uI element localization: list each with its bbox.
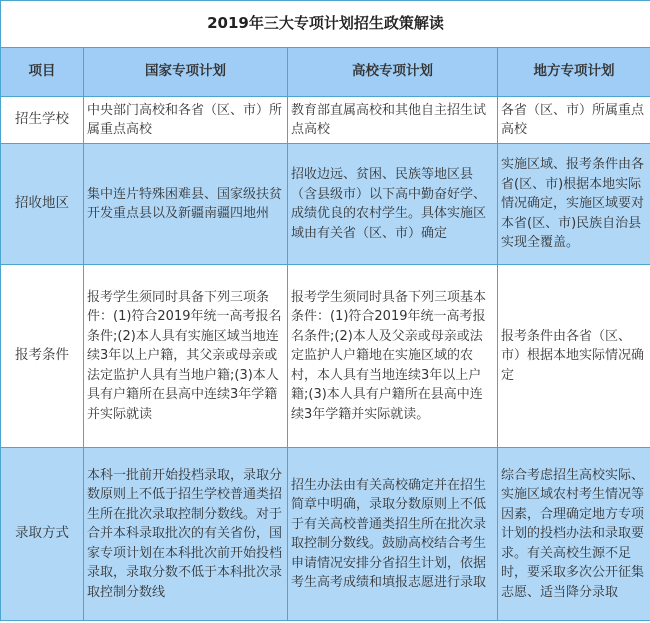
cell-national: 中央部门高校和各省（区、市）所属重点高校 — [84, 97, 288, 144]
header-university: 高校专项计划 — [288, 48, 498, 97]
cell-local: 报考条件由各省（区、市）根据本地实际情况确定 — [498, 265, 650, 448]
table-title: 2019年三大专项计划招生政策解读 — [1, 1, 650, 48]
row-label: 招收地区 — [1, 144, 84, 265]
cell-local: 各省（区、市）所属重点高校 — [498, 97, 650, 144]
cell-university: 招生办法由有关高校确定并在招生简章中明确，录取分数原则上不低于有关高校普通类招生所在批次录取控制分数线。鼓励高校结合考生申请情况安排分省招生计划，依据考生高考成绩和填报志愿进行录取 — [288, 448, 498, 621]
table-row — [1, 97, 650, 144]
row-label: 报考条件 — [1, 265, 84, 448]
header-row — [1, 48, 650, 97]
table-row — [1, 144, 650, 265]
cell-university: 报考学生须同时具备下列三项基本条件：(1)符合2019年统一高考报名条件;(2)本人及父亲或母亲或法定监护人户籍地在实施区域的农村，本人具有当地连续3年以上户籍;(3)本人具有户籍所在县高中连续3年学籍并实际就读。 — [288, 265, 498, 448]
table-row — [1, 448, 650, 621]
row-label: 录取方式 — [1, 448, 84, 621]
table-row — [1, 265, 650, 448]
cell-national: 集中连片特殊困难县、国家级扶贫开发重点县以及新疆南疆四地州 — [84, 144, 288, 265]
row-label: 招生学校 — [1, 97, 84, 144]
header-national: 国家专项计划 — [84, 48, 288, 97]
cell-university: 招收边远、贫困、民族等地区县（含县级市）以下高中勤奋好学、成绩优良的农村学生。具体实施区域由有关省（区、市）确定 — [288, 144, 498, 265]
cell-university: 教育部直属高校和其他自主招生试点高校 — [288, 97, 498, 144]
cell-local: 综合考虑招生高校实际、实施区域农村考生情况等因素，合理确定地方专项计划的投档办法和录取要求。有关高校生源不足时，要采取多次公开征集志愿、适当降分录取 — [498, 448, 650, 621]
cell-national: 本科一批前开始投档录取，录取分数原则上不低于招生学校普通类招生所在批次录取控制分数线。对于合并本科录取批次的有关省份，国家专项计划在本科批次前开始投档录取，录取分数不低于本科批次录取控制分数线 — [84, 448, 288, 621]
header-item: 项目 — [1, 48, 84, 97]
cell-national: 报考学生须同时具备下列三项条件：(1)符合2019年统一高考报名条件;(2)本人具有实施区域当地连续3年以上户籍，其父亲或母亲或法定监护人具有当地户籍;(3)本人具有户籍所在县高中连续3年学籍并实际就读 — [84, 265, 288, 448]
header-local: 地方专项计划 — [498, 48, 650, 97]
cell-local: 实施区域、报考条件由各省(区、市)根据本地实际情况确定，实施区域要对本省(区、市)民族自治县实现全覆盖。 — [498, 144, 650, 265]
